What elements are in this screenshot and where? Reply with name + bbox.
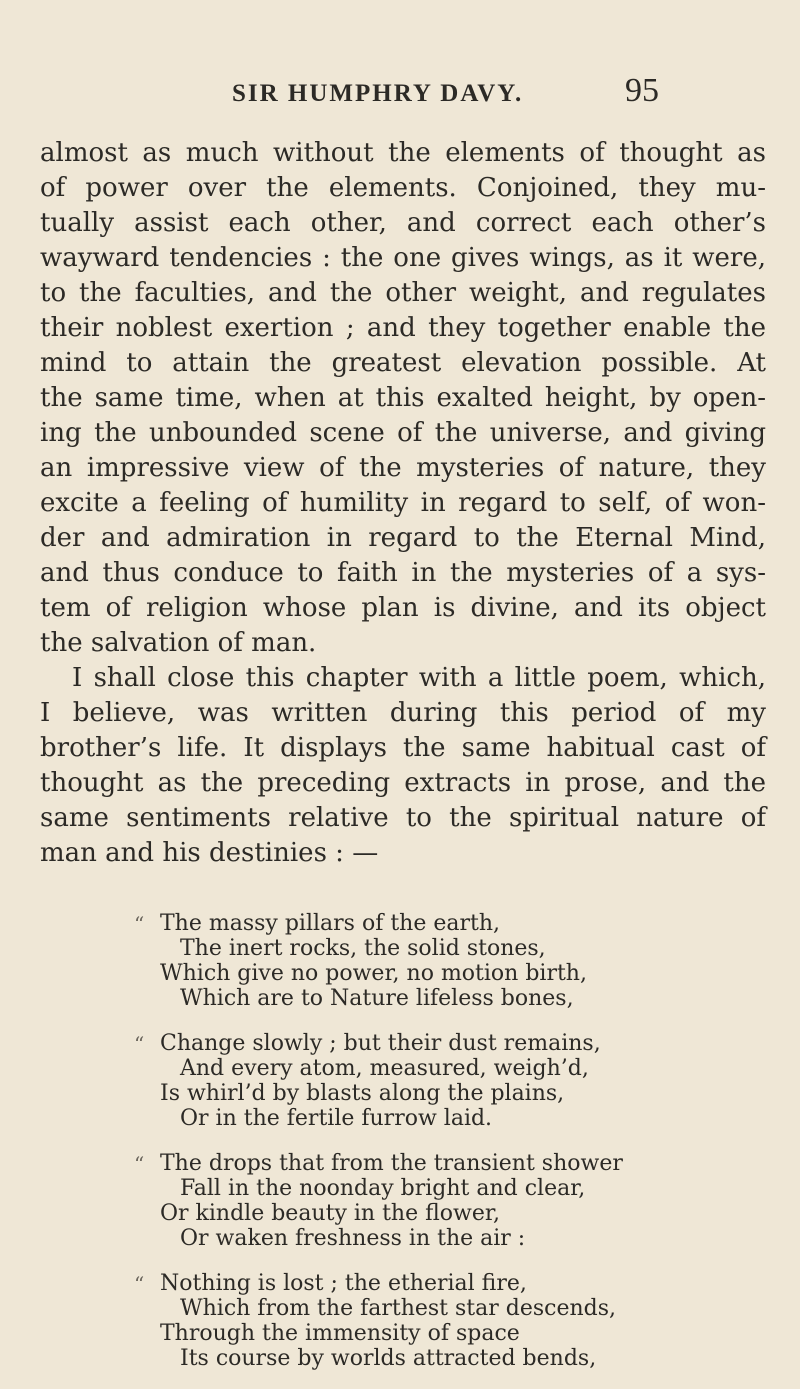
verse-line: Or in the fertile furrow laid.: [180, 1106, 493, 1131]
prose-line: the salvation of man.: [40, 628, 317, 658]
prose-line: wayward tendencies : the one gives wings, as it were,: [40, 243, 766, 273]
verse-line: The massy pillars of the earth,: [160, 911, 501, 936]
prose-line: mind to attain the greatest elevation possible. At: [40, 348, 766, 378]
verse-line: Is whirl’d by blasts along the plains,: [160, 1081, 565, 1106]
quote-mark: “: [134, 1272, 145, 1296]
verse-line: Through the immensity of space: [160, 1321, 520, 1346]
verse-line: Or waken freshness in the air :: [180, 1226, 526, 1251]
verse-line: The drops that from the transient shower: [160, 1151, 623, 1176]
quote-mark: “: [134, 1032, 145, 1056]
prose-line: and thus conduce to faith in the mysteries of a sys-: [40, 558, 766, 588]
verse-line: Change slowly ; but their dust remains,: [160, 1031, 601, 1056]
running-head-title: SIR HUMPHRY DAVY.: [232, 80, 524, 107]
verse-line: The inert rocks, the solid stones,: [180, 936, 546, 961]
prose-line: der and admiration in regard to the Eternal Mind,: [40, 523, 766, 553]
verse-line: Which from the farthest star descends,: [180, 1296, 617, 1321]
prose-line: man and his destinies : —: [40, 838, 379, 868]
verse-line: Which are to Nature lifeless bones,: [180, 986, 574, 1011]
prose-line: ing the unbounded scene of the universe, and giving: [40, 418, 766, 448]
prose-line: tem of religion whose plan is divine, and its object: [40, 593, 766, 623]
prose-line: I shall close this chapter with a little poem, which,: [72, 663, 766, 693]
verse-line: And every atom, measured, weigh’d,: [180, 1056, 589, 1081]
prose-line: an impressive view of the mysteries of nature, they: [40, 453, 766, 483]
page-number: 95: [625, 72, 659, 109]
prose-line: excite a feeling of humility in regard to self, of won-: [40, 488, 766, 518]
verse-line: Or kindle beauty in the flower,: [160, 1201, 500, 1226]
prose-line: almost as much without the elements of thought as: [40, 138, 766, 168]
quote-mark: “: [134, 912, 145, 936]
prose-line: tually assist each other, and correct each other’s: [40, 208, 766, 238]
verse-line: Nothing is lost ; the etherial fire,: [160, 1271, 527, 1296]
prose-line: brother’s life. It displays the same habitual cast of: [40, 733, 766, 763]
prose-line: of power over the elements. Conjoined, they mu-: [40, 173, 766, 203]
verse-line: Which give no power, no motion birth,: [160, 961, 587, 986]
verse-line: Fall in the noonday bright and clear,: [180, 1176, 586, 1201]
verse-line: Its course by worlds attracted bends,: [180, 1346, 597, 1371]
prose-line: their noblest exertion ; and they together enable the: [40, 313, 766, 343]
quote-mark: “: [134, 1152, 145, 1176]
prose-line: the same time, when at this exalted height, by open-: [40, 383, 766, 413]
prose-line: I believe, was written during this period of my: [40, 698, 766, 728]
prose-line: same sentiments relative to the spiritual nature of: [40, 803, 766, 833]
prose-line: to the faculties, and the other weight, and regulates: [40, 278, 766, 308]
prose-line: thought as the preceding extracts in prose, and the: [40, 768, 766, 798]
